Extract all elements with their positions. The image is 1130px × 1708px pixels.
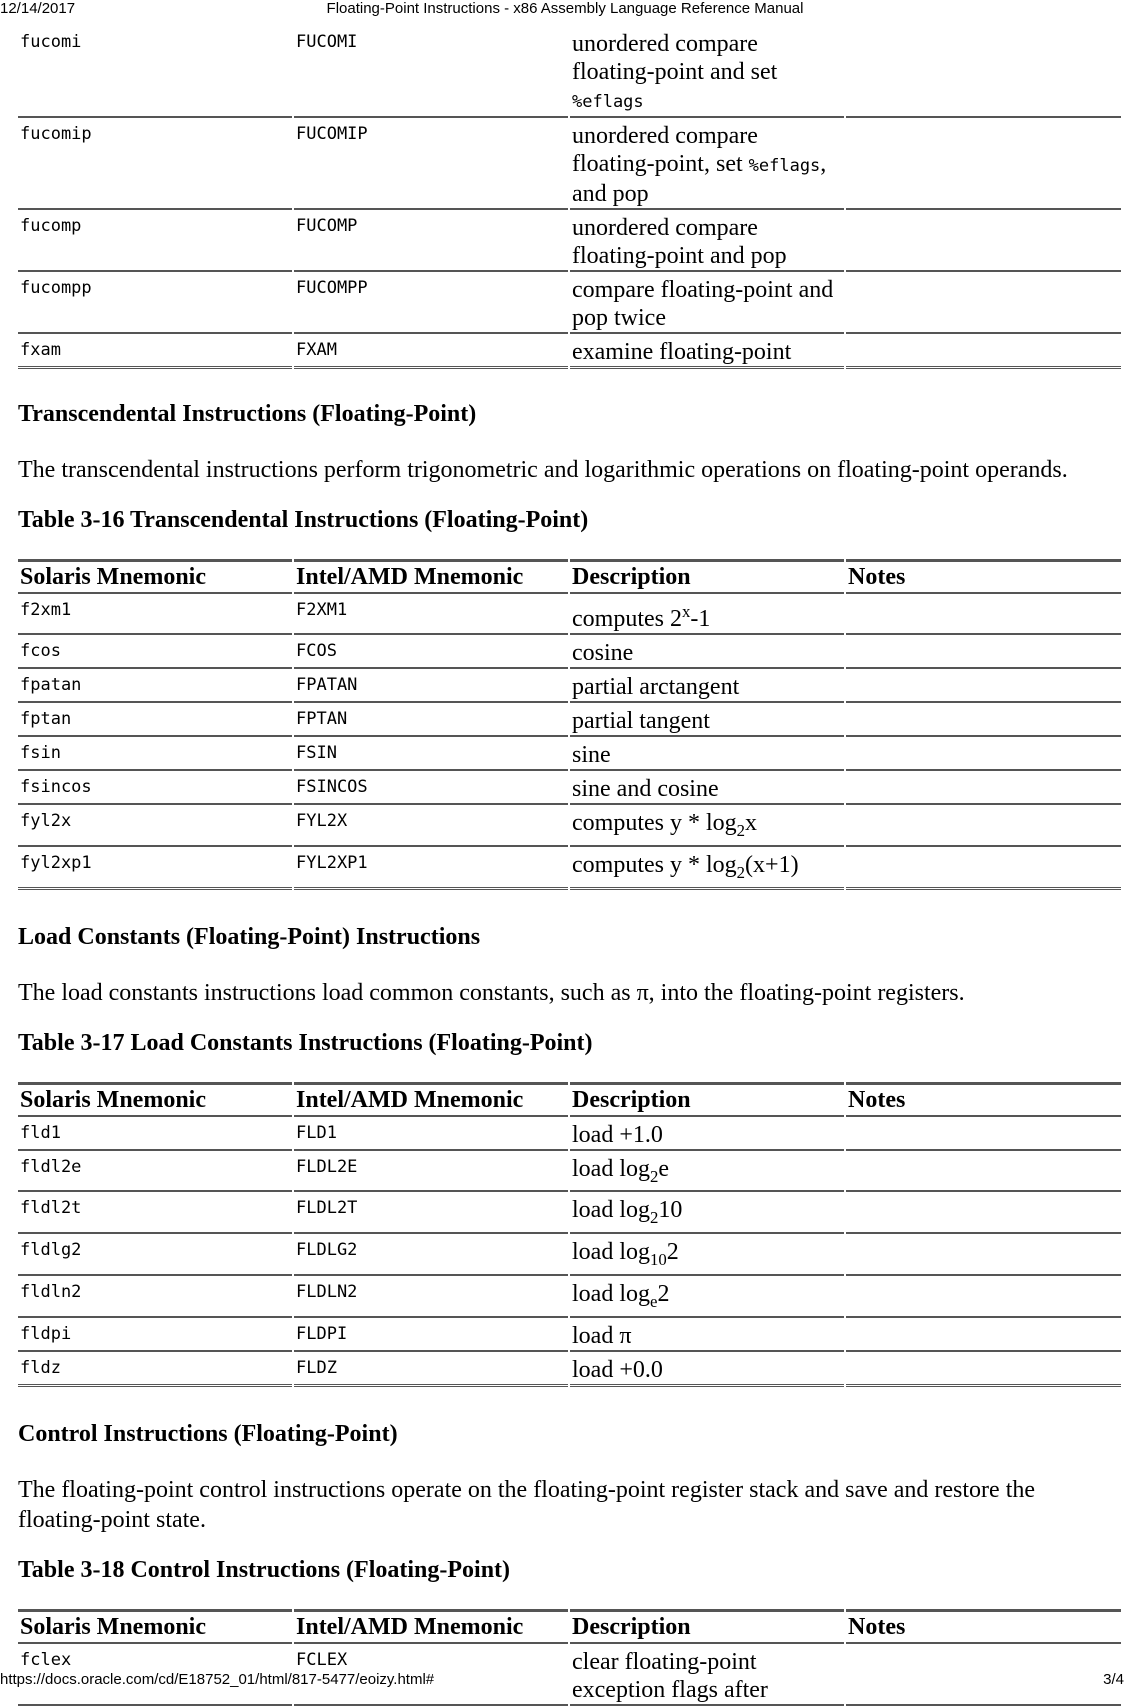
description-text: compare floating-point and pop twice: [572, 277, 834, 331]
table-row: [18, 849, 1121, 890]
table-row: [18, 212, 1121, 272]
print-url: https://docs.oracle.com/cd/E18752_01/html/817-5477/eoizy.html#: [0, 1671, 435, 1688]
notes: [846, 1320, 1121, 1352]
column-header-solaris: Solaris Mnemonic: [18, 559, 292, 594]
notes: [846, 274, 1121, 334]
intel-mnemonic: FLDLN2: [294, 1278, 568, 1318]
description: [570, 1278, 844, 1318]
intel-mnemonic: FYL2X: [294, 807, 568, 847]
description-text-end: 2: [657, 1280, 670, 1307]
description: [570, 1320, 844, 1352]
solaris-mnemonic: fptan: [18, 705, 292, 737]
description-text: clear floating-point exception flags after: [572, 1648, 768, 1703]
intel-mnemonic: FUCOMPP: [294, 274, 568, 334]
control-table: [16, 1607, 1123, 1708]
solaris-mnemonic: fucomip: [18, 120, 292, 210]
intel-mnemonic: FLDPI: [294, 1320, 568, 1352]
print-header: [0, 0, 1130, 18]
notes: [846, 212, 1121, 272]
table-row: [18, 1153, 1121, 1193]
intel-mnemonic: FPATAN: [294, 671, 568, 703]
description-text: sine and cosine: [572, 776, 719, 802]
table-row: [18, 1278, 1121, 1318]
table-row: [18, 596, 1121, 635]
description: [570, 1354, 844, 1387]
solaris-mnemonic: fldl2t: [18, 1194, 292, 1234]
column-header-intel: Intel/AMD Mnemonic: [294, 1082, 568, 1117]
description-text-end: x: [745, 810, 758, 836]
intel-mnemonic: FUCOMP: [294, 212, 568, 272]
column-header-notes: Notes: [846, 1609, 1121, 1644]
table-row: [18, 28, 1121, 118]
description-text-end: 10: [658, 1197, 683, 1224]
table-row: [18, 773, 1121, 805]
description: [570, 1119, 844, 1151]
table-row: [18, 807, 1121, 847]
section-intro-transcendental: The transcendental instructions perform trigonometric and logarithmic operations on floating-point operands.: [18, 457, 1068, 483]
description-text: unordered compare floating-point and pop: [572, 215, 787, 269]
description: [570, 28, 844, 118]
description: [570, 336, 844, 369]
notes: [846, 1119, 1121, 1151]
description-subscript: 2: [650, 1166, 659, 1186]
column-header-intel: Intel/AMD Mnemonic: [294, 1609, 568, 1644]
notes: [846, 671, 1121, 703]
intel-mnemonic: FYL2XP1: [294, 849, 568, 890]
solaris-mnemonic: fcos: [18, 637, 292, 669]
description: [570, 807, 844, 847]
description-text: unordered compare floating-point, set: [572, 123, 758, 177]
description-text-end: e: [658, 1155, 670, 1182]
solaris-mnemonic: fucomp: [18, 212, 292, 272]
description-text: load log: [572, 1280, 650, 1307]
column-header-description: Description: [570, 559, 844, 594]
intel-mnemonic: FCOS: [294, 637, 568, 669]
column-header-solaris: Solaris Mnemonic: [18, 1082, 292, 1117]
description: [570, 1153, 844, 1193]
column-header-solaris: Solaris Mnemonic: [18, 1609, 292, 1644]
description-subscript: 10: [650, 1249, 667, 1269]
solaris-mnemonic: fldl2e: [18, 1153, 292, 1193]
solaris-mnemonic: f2xm1: [18, 596, 292, 635]
notes: [846, 120, 1121, 210]
solaris-mnemonic: fclex: [18, 1646, 292, 1706]
solaris-mnemonic: fucompp: [18, 274, 292, 334]
description: [570, 212, 844, 272]
description-subscript: 2: [736, 862, 746, 882]
solaris-mnemonic: fpatan: [18, 671, 292, 703]
description: [570, 1194, 844, 1234]
intel-mnemonic: FSINCOS: [294, 773, 568, 805]
table-row: [18, 739, 1121, 771]
description-text: load +1.0: [572, 1121, 663, 1148]
intel-mnemonic: FLDL2T: [294, 1194, 568, 1234]
compare-table-continued: [16, 26, 1123, 371]
intel-mnemonic: FLDLG2: [294, 1236, 568, 1276]
description-text-end: -1: [690, 606, 711, 632]
notes: [846, 849, 1121, 890]
intel-mnemonic: FSIN: [294, 739, 568, 771]
notes: [846, 1354, 1121, 1387]
description-text: computes 2: [572, 606, 682, 632]
page-content: [18, 26, 1115, 1708]
notes: [846, 807, 1121, 847]
description-text: load +0.0: [572, 1356, 663, 1383]
description-text: load log: [572, 1197, 650, 1224]
column-header-notes: Notes: [846, 559, 1121, 594]
notes: [846, 1236, 1121, 1276]
table-row: [18, 637, 1121, 669]
table-row: [18, 120, 1121, 210]
solaris-mnemonic: fldpi: [18, 1320, 292, 1352]
description-code: %eflags: [748, 156, 821, 176]
description-code: %eflags: [572, 92, 644, 112]
description-subscript: 2: [650, 1208, 659, 1228]
table-row: [18, 1119, 1121, 1151]
print-date: 12/14/2017: [0, 0, 76, 17]
description: [570, 773, 844, 805]
intel-mnemonic: FLDL2E: [294, 1153, 568, 1193]
table-row: [18, 705, 1121, 737]
column-header-description: Description: [570, 1082, 844, 1117]
solaris-mnemonic: fyl2x: [18, 807, 292, 847]
table-row: [18, 1236, 1121, 1276]
notes: [846, 705, 1121, 737]
description: [570, 637, 844, 669]
table-row: [18, 274, 1121, 334]
table-caption-3-18: Table 3-18 Control Instructions (Floating-Point): [18, 1556, 511, 1583]
description: [570, 120, 844, 210]
description-text: load log: [572, 1239, 650, 1266]
print-page-title: Floating-Point Instructions - x86 Assembly Language Reference Manual: [326, 0, 804, 17]
description: [570, 274, 844, 334]
description-text: load log: [572, 1155, 650, 1182]
solaris-mnemonic: fsin: [18, 739, 292, 771]
description-text: cosine: [572, 640, 634, 666]
description: [570, 596, 844, 635]
description-superscript: x: [681, 602, 691, 621]
section-heading-load-constants: Load Constants (Floating-Point) Instructions: [18, 923, 481, 950]
solaris-mnemonic: fsincos: [18, 773, 292, 805]
description: [570, 739, 844, 771]
transcendental-table: [16, 557, 1123, 892]
intel-mnemonic: FLDZ: [294, 1354, 568, 1387]
table-row: [18, 1354, 1121, 1387]
intel-mnemonic: FCLEX: [294, 1646, 568, 1706]
load-constants-table: [16, 1080, 1123, 1389]
column-header-notes: Notes: [846, 1082, 1121, 1117]
description: [570, 1236, 844, 1276]
table-row: [18, 1320, 1121, 1352]
print-footer: [0, 1671, 1130, 1689]
print-page-number: 3/4: [1103, 1671, 1124, 1688]
solaris-mnemonic: fld1: [18, 1119, 292, 1151]
description: [570, 705, 844, 737]
description-text: partial arctangent: [572, 674, 740, 700]
column-header-intel: Intel/AMD Mnemonic: [294, 559, 568, 594]
notes: [846, 773, 1121, 805]
intel-mnemonic: FXAM: [294, 336, 568, 369]
notes: [846, 1153, 1121, 1193]
section-intro-control: The floating-point control instructions operate on the floating-point register stack and save and restore the floating-point state.: [18, 1476, 1036, 1533]
solaris-mnemonic: fldln2: [18, 1278, 292, 1318]
description-text: sine: [572, 742, 611, 768]
solaris-mnemonic: fyl2xp1: [18, 849, 292, 890]
description-text: unordered compare floating-point and set: [572, 31, 778, 85]
description-text: computes y * log: [572, 851, 737, 878]
notes: [846, 336, 1121, 369]
description-subscript: e: [650, 1291, 658, 1311]
description-text-end: , and pop: [572, 151, 827, 207]
table-row: [18, 671, 1121, 703]
notes: [846, 637, 1121, 669]
description-text: partial tangent: [572, 708, 710, 734]
solaris-mnemonic: fucomi: [18, 28, 292, 118]
description-text-end: 2: [666, 1239, 679, 1266]
description-text: load π: [572, 1322, 632, 1349]
solaris-mnemonic: fldz: [18, 1354, 292, 1387]
intel-mnemonic: F2XM1: [294, 596, 568, 635]
intel-mnemonic: FUCOMI: [294, 28, 568, 118]
notes: [846, 739, 1121, 771]
description: [570, 849, 844, 890]
intel-mnemonic: FUCOMIP: [294, 120, 568, 210]
solaris-mnemonic: fxam: [18, 336, 292, 369]
table-caption-3-16: Table 3-16 Transcendental Instructions (Floating-Point): [18, 507, 589, 533]
description-text: computes y * log: [572, 810, 737, 836]
section-intro-load-constants: The load constants instructions load common constants, such as π, into the floating-point registers.: [18, 979, 965, 1006]
table-caption-3-17: Table 3-17 Load Constants Instructions (Floating-Point): [18, 1029, 593, 1056]
notes: [846, 1194, 1121, 1234]
table-row: [18, 1194, 1121, 1234]
intel-mnemonic: FLD1: [294, 1119, 568, 1151]
section-heading-transcendental: Transcendental Instructions (Floating-Point): [18, 401, 477, 427]
description: [570, 671, 844, 703]
description-text: examine floating-point: [572, 339, 792, 365]
notes: [846, 1278, 1121, 1318]
notes: [846, 28, 1121, 118]
solaris-mnemonic: fldlg2: [18, 1236, 292, 1276]
column-header-description: Description: [570, 1609, 844, 1644]
intel-mnemonic: FPTAN: [294, 705, 568, 737]
section-heading-control: Control Instructions (Floating-Point): [18, 1420, 398, 1447]
notes: [846, 596, 1121, 635]
description-text-end: (x+1): [745, 851, 799, 878]
table-row: [18, 336, 1121, 369]
description-subscript: 2: [736, 820, 746, 840]
